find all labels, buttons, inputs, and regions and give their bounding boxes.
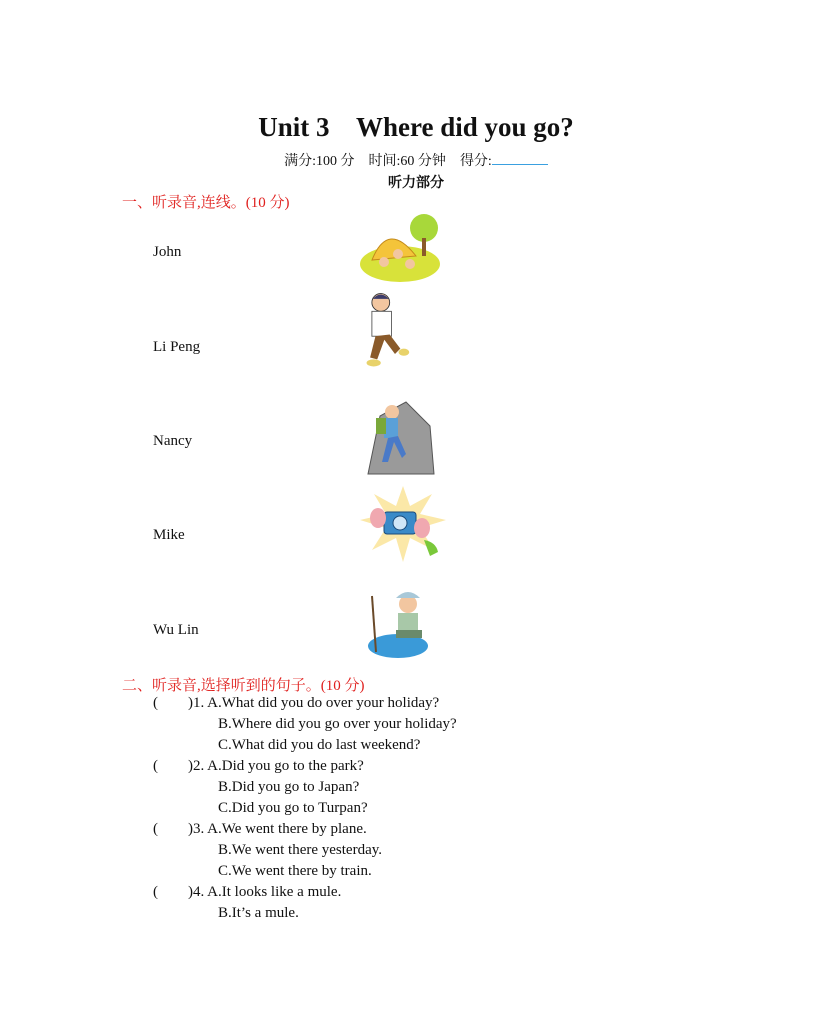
exam-meta <box>0 150 832 170</box>
page-title: Unit 3 Where did you go? <box>258 112 574 142</box>
answer-blank[interactable]: ( )3. <box>153 821 208 837</box>
name-nancy: Nancy <box>153 433 193 449</box>
answer-blank[interactable]: ( )1. <box>153 695 208 711</box>
section1-heading: 一、听录音,连线。(10 分) <box>122 195 290 211</box>
name-wu-lin: Wu Lin <box>153 622 199 638</box>
answer-blank[interactable]: ( )2. <box>153 758 208 774</box>
section-subtitle: 听力部分 <box>388 176 444 191</box>
question-option: C.What did you do last weekend? <box>218 737 421 753</box>
question-option: B.It’s a mule. <box>218 905 299 921</box>
score-blank[interactable] <box>492 152 548 165</box>
answer-blank[interactable]: ( )4. <box>153 884 208 900</box>
camping-tent-icon <box>358 208 448 288</box>
question-2 <box>153 758 364 775</box>
question-option: B.Did you go to Japan? <box>218 779 360 795</box>
question-option: A.What did you do over your holiday? <box>207 695 440 711</box>
rock-climbing-icon <box>358 396 448 476</box>
section2-heading: 二、听录音,选择听到的句子。(10 分) <box>122 678 365 694</box>
score-label: 得分: <box>459 154 492 169</box>
question-1 <box>153 695 439 712</box>
question-option: B.Where did you go over your holiday? <box>218 716 457 732</box>
full-marks: 满分:100 分 <box>284 154 355 169</box>
question-option: C.We went there by train. <box>218 863 372 879</box>
question-option: A.We went there by plane. <box>207 821 367 837</box>
name-john: John <box>153 244 182 260</box>
question-3 <box>153 821 367 838</box>
camera-photo-icon <box>358 484 448 564</box>
name-li-peng: Li Peng <box>153 339 201 355</box>
question-option: A.Did you go to the park? <box>207 758 364 774</box>
question-option: A.It looks like a mule. <box>207 884 342 900</box>
name-mike: Mike <box>153 527 185 543</box>
question-4 <box>153 884 341 901</box>
exam-time: 时间:60 分钟 <box>368 154 446 169</box>
walking-man-icon <box>358 290 448 370</box>
question-option: C.Did you go to Turpan? <box>218 800 368 816</box>
fishing-man-icon <box>358 584 448 664</box>
question-option: B.We went there yesterday. <box>218 842 383 858</box>
